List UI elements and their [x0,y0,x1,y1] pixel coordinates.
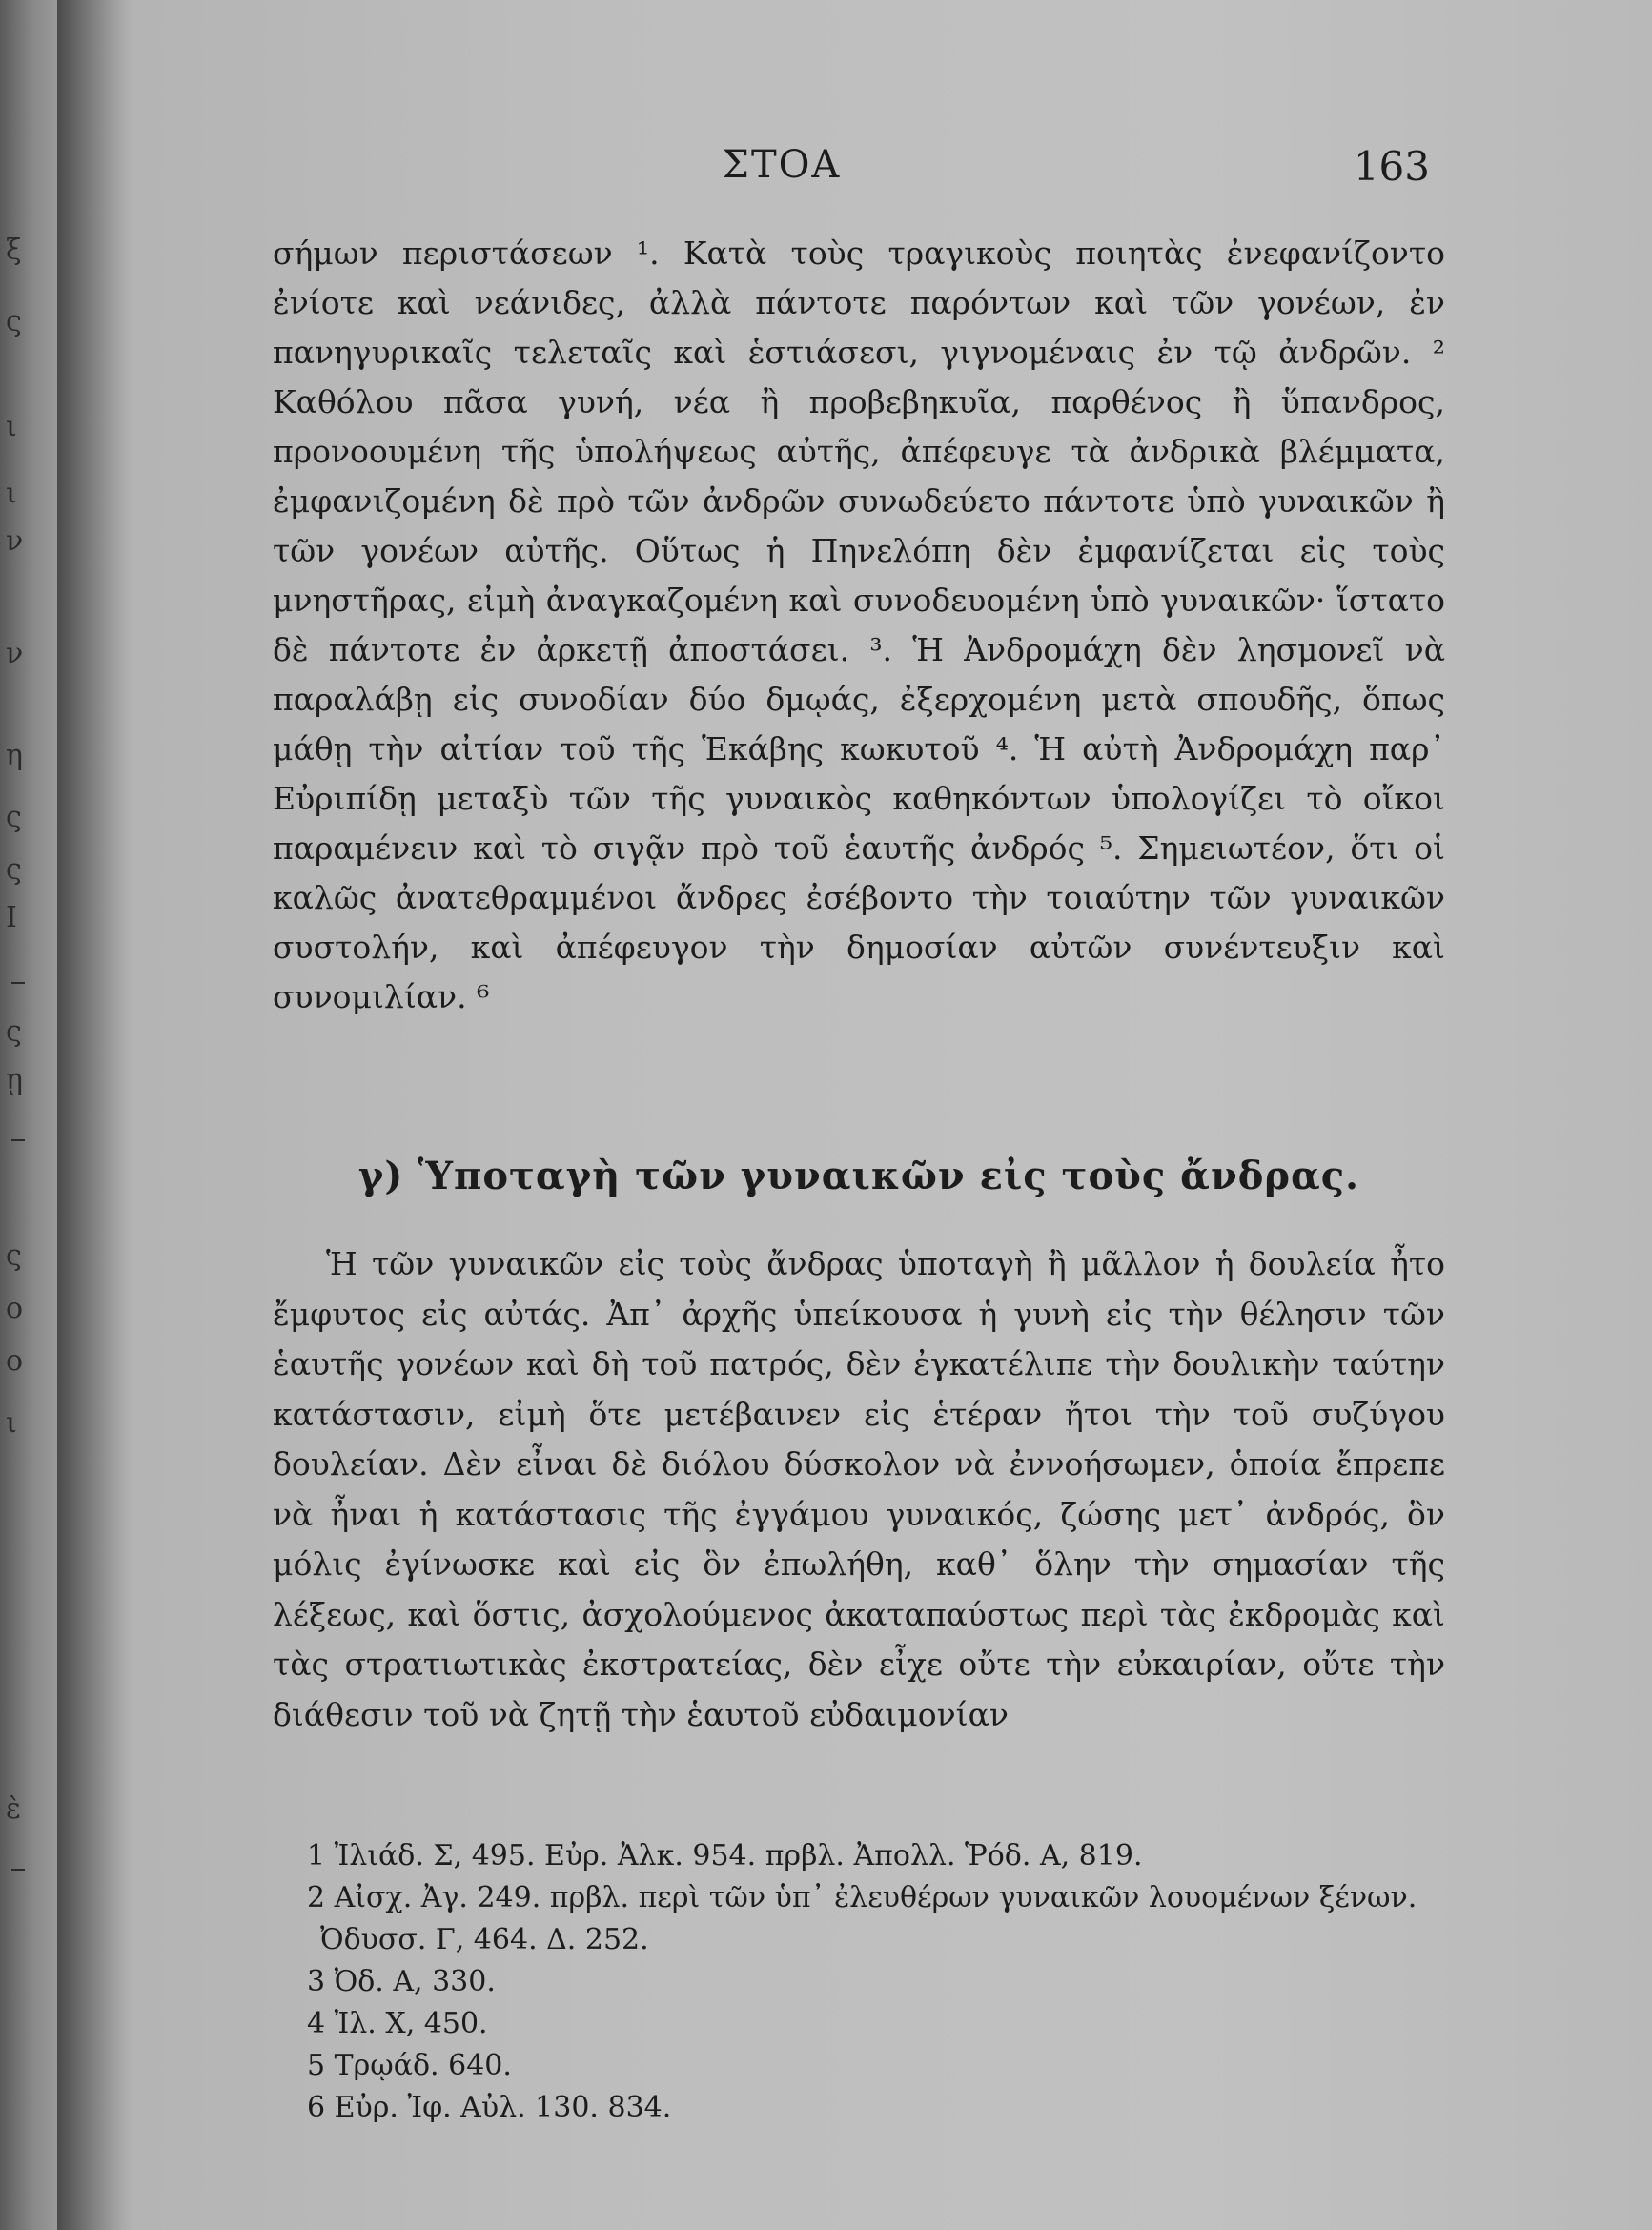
page-header [133,143,1430,200]
margin-dash [11,1139,25,1141]
margin-fragment: ν [6,637,24,670]
facing-page-edge [0,0,57,2230]
margin-fragment: ι [6,410,17,443]
margin-dash [11,1869,25,1871]
section-heading: γ) Ὑποταγὴ τῶν γυναικῶν εἰς τοὺς ἄνδρας. [357,1154,1360,1198]
margin-fragment: ς [6,1239,22,1273]
margin-fragment: ν [6,524,24,558]
footnote: 4 Ἰλ. Χ, 450. [307,2007,488,2040]
margin-fragment: ο [6,1344,24,1378]
margin-fragment: ι [6,477,17,510]
body-text [273,1239,1445,1740]
margin-fragment: Ι [6,901,17,934]
running-head: ΣΤΟΑ [722,143,842,187]
footnote: 6 Εὐρ. Ἰφ. Αὐλ. 130. 834. [307,2091,672,2124]
margin-fragment: ς [6,305,22,338]
margin-fragment: ι [6,1406,17,1440]
margin-dash [11,982,25,984]
footnote: 5 Τρῳάδ. 640. [307,2049,512,2082]
margin-fragment: ῃ [6,1063,23,1096]
margin-fragment: η [6,739,23,772]
book-gutter [57,0,133,2230]
margin-fragment: ς [6,853,22,887]
footnote: 1 Ἰλιάδ. Σ, 495. Εὐρ. Ἀλκ. 954. πρβλ. Ἀπολλ. Ῥόδ. Α, 819. [307,1839,1143,1872]
margin-fragment: ς [6,801,22,834]
paragraph: Ἡ τῶν γυναικῶν εἰς τοὺς ἄνδρας ὑποταγὴ ἢ μᾶλλον ἡ δουλεία ἦτο ἔμφυτος εἰς αὐτάς. Ἀπ᾽ ἀρχῆς ὑπείκουσα ἡ γυνὴ εἰς τὴν θέλησιν τῶν ἑαυτῆς γονέων καὶ δὴ τοῦ πατρός, δὲν ἐγκατέλιπε τὴν δουλικὴν ταύτην κατάστασιν, εἰμὴ ὅτε μετέβαινεν εἰς ἑτέραν ἤτοι τὴν τοῦ συζύγου δουλείαν. Δὲν εἶναι δὲ διόλου δύσκολον νὰ ἐννοήσωμεν, ὁποία ἔπρεπε νὰ ἦναι ἡ κατάστασις τῆς ἐγγάμου γυναικός, ζώσης μετ᾽ ἀνδρός, ὃν μόλις ἐγίνωσκε καὶ εἰς ὃν ἐπωλήθη, καθ᾽ ὅλην τὴν σημασίαν τῆς λέξεως, καὶ ὅστις, ἀσχολούμενος ἀκαταπαύστως περὶ τὰς ἐκδρομὰς καὶ τὰς στρατιωτικὰς ἐκστρατείας, δὲν εἶχε οὔτε τὴν εὐκαιρίαν, οὔτε τὴν διάθεσιν τοῦ νὰ ζητῇ τὴν ἑαυτοῦ εὐδαιμονίαν [273,1245,1445,1733]
footnote: 2 Αἰσχ. Ἀγ. 249. πρβλ. περὶ τῶν ὑπ᾽ ἐλευθέρων γυναικῶν λουομένων ξένων. Ὀδυσσ. Γ, 464. Δ. 252. [307,1881,1417,1956]
margin-fragment: ὲ [6,1792,22,1826]
margin-fragment: ξ [6,234,22,267]
page-number: 163 [1353,143,1430,190]
footnote: 3 Ὀδ. Α, 330. [307,1965,496,1998]
margin-fragment: ο [6,1292,24,1325]
body-text [273,229,1445,1022]
paragraph: σήμων περιστάσεων ¹. Κατὰ τοὺς τραγικοὺς ποιητὰς ἐνεφανίζοντο ἐνίοτε καὶ νεάνιδες, ἀλλὰ πάντοτε παρόντων καὶ τῶν γονέων, ἐν πανηγυρικαῖς τελεταῖς καὶ ἑστιάσεσι, γιγνομέναις ἐν τῷ ἀνδρῶν. ² Καθόλου πᾶσα γυνή, νέα ἢ προβεβηκυῖα, παρθένος ἢ ὕπανδρος, προνοουμένη τῆς ὑπολήψεως αὐτῆς, ἀπέφευγε τὰ ἀνδρικὰ βλέμματα, ἐμφανιζομένη δὲ πρὸ τῶν ἀνδρῶν συνωδεύετο πάντοτε ὑπὸ γυναικῶν ἢ τῶν γονέων αὐτῆς. Οὕτως ἡ Πηνελόπη δὲν ἐμφανίζεται εἰς τοὺς μνηστῆρας, εἰμὴ ἀναγκαζομένη καὶ συνοδευομένη ὑπὸ γυναικῶν· ἵστατο δὲ πάντοτε ἐν ἀρκετῇ ἀποστάσει. ³. Ἡ Ἀνδρομάχη δὲν λησμονεῖ νὰ παραλάβῃ εἰς συνοδίαν δύο δμῳάς, ἐξερχομένη μετὰ σπουδῆς, ὅπως μάθῃ τὴν αἰτίαν τοῦ τῆς Ἑκάβης κωκυτοῦ ⁴. Ἡ αὐτὴ Ἀνδρομάχη παρ᾽ Εὐριπίδῃ μεταξὺ τῶν τῆς γυναικὸς καθηκόντων ὑπολογίζει τὸ οἴκοι παραμένειν καὶ τὸ σιγᾷν πρὸ τοῦ ἑαυτῆς ἀνδρός ⁵. Σημειωτέον, ὅτι οἱ καλῶς ἀνατεθραμμένοι ἄνδρες ἐσέβοντο τὴν τοιαύτην τῶν γυναικῶν συστολήν, καὶ ἀπέφευγον τὴν δημοσίαν αὐτῶν συνέντευξιν καὶ συνομιλίαν. ⁶ [273,235,1445,1015]
footnotes [273,1835,1455,2129]
margin-fragment: ς [6,1015,22,1049]
